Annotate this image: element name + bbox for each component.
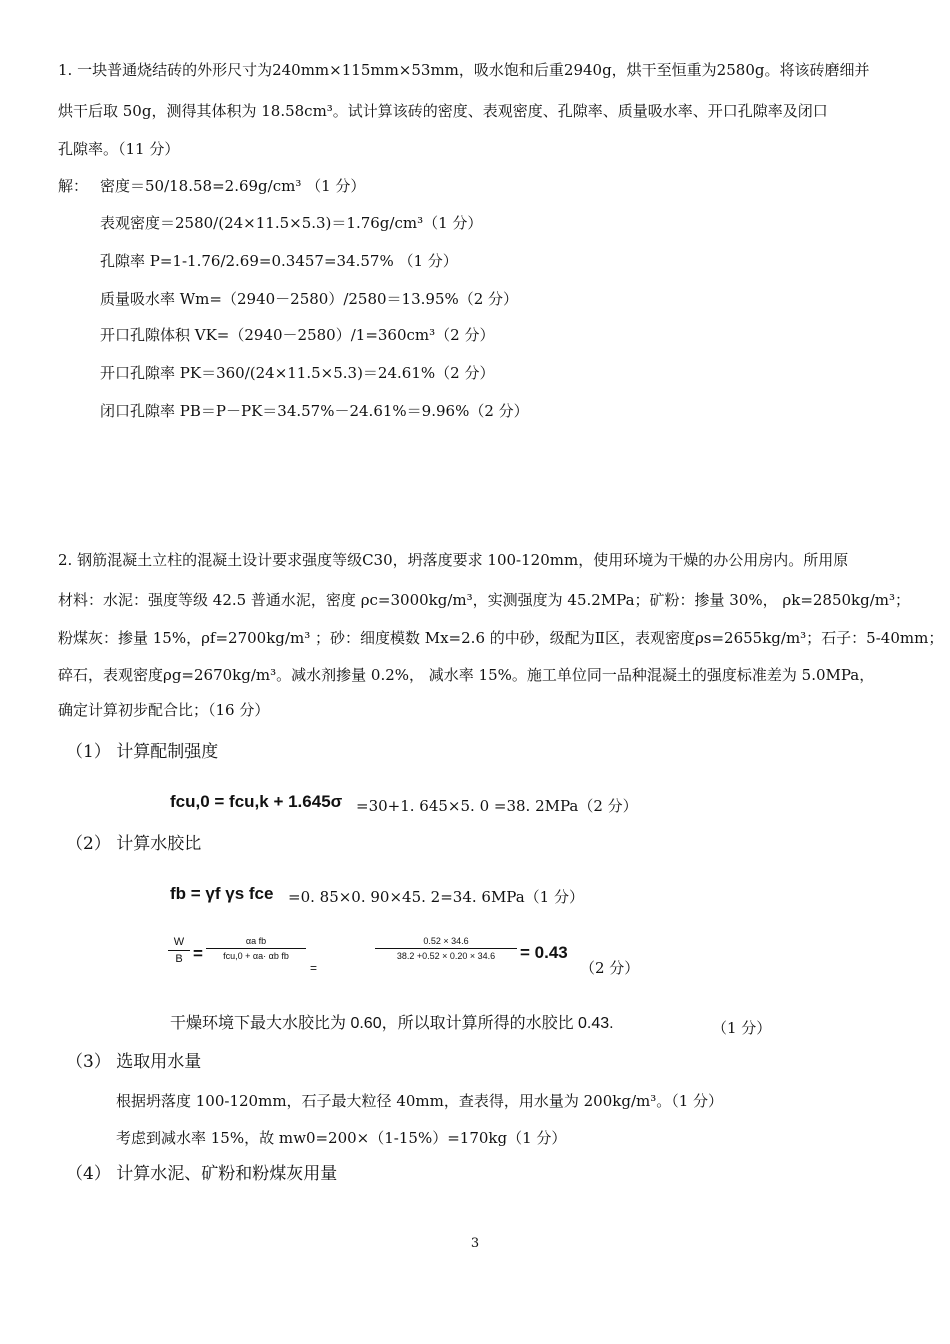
- wb-equals: =: [193, 944, 203, 963]
- step1-heading: （1） 计算配制强度: [66, 742, 219, 762]
- fraction-2-numerator: 0.52 × 34.6: [375, 936, 517, 949]
- step2-score: （2 分）: [580, 959, 640, 977]
- q2-line-5: 确定计算初步配合比；（16 分）: [58, 701, 270, 719]
- step2-heading: （2） 计算水胶比: [66, 834, 202, 854]
- step2-note: 干燥环境下最大水胶比为 0.60，所以取计算所得的水胶比 0.43.: [170, 1015, 614, 1032]
- q1-line-1: 1. 一块普通烧结砖的外形尺寸为240mm×115mm×53mm，吸水饱和后重2940g，烘干至恒重为2580g。将该砖磨细并: [58, 61, 870, 79]
- q2-line-4: 碎石，表观密度ρg=2670kg/m³。减水剂掺量 0.2%， 减水率 15%。施工单位同一品种混凝土的强度标准差为 5.0MPa，: [58, 666, 875, 684]
- q1-answer-apparent-density: 表观密度＝2580/(24×11.5×5.3)＝1.76g/cm³（1 分）: [100, 214, 483, 232]
- q2-line-1: 2. 钢筋混凝土立柱的混凝土设计要求强度等级C30，坍落度要求 100-120mm，使用环境为干燥的办公用房内。所用原: [58, 551, 849, 569]
- fraction-1-denominator: fcu,0 + αa· αb fb: [223, 951, 289, 961]
- q1-answer-open-porosity: 开口孔隙率 PK＝360/(24×11.5×5.3)＝24.61%（2 分）: [100, 364, 495, 382]
- fraction-1: [206, 936, 306, 961]
- step1-result: =30+1. 645×5. 0 =38. 2MPa（2 分）: [356, 797, 638, 815]
- step2-note-score: （1 分）: [712, 1019, 772, 1037]
- step4-heading: （4） 计算水泥、矿粉和粉煤灰用量: [66, 1164, 338, 1184]
- page-number: 3: [470, 1236, 480, 1251]
- step3-heading: （3） 选取用水量: [66, 1052, 202, 1072]
- step3-line-1: 根据坍落度 100-120mm，石子最大粒径 40mm，查表得，用水量为 200kg/m³。（1 分）: [116, 1092, 724, 1110]
- fraction-1-equals: =: [310, 961, 318, 975]
- fraction-2-result: = 0.43: [520, 943, 568, 962]
- q2-line-2: 材料：水泥：强度等级 42.5 普通水泥，密度 ρc=3000kg/m³，实测强度为 45.2MPa；矿粉：掺量 30%， ρk=2850kg/m³；: [58, 591, 911, 609]
- q1-answer-label: 解：: [58, 177, 89, 195]
- q1-answer-open-pore-volume: 开口孔隙体积 VK=（2940－2580）/1=360cm³（2 分）: [100, 326, 495, 344]
- step3-line-2: 考虑到减水率 15%，故 mw0=200×（1-15%）=170kg（1 分）: [116, 1129, 567, 1147]
- q2-line-3: 粉煤灰：掺量 15%，ρf=2700kg/m³ ；砂：细度模数 Mx=2.6 的中砂，级配为Ⅱ区，表观密度ρs=2655kg/m³；石子：5-40mm；: [58, 629, 944, 647]
- fraction-2: [375, 936, 517, 961]
- wb-denominator: B: [175, 953, 183, 965]
- q1-answer-closed-porosity: 闭口孔隙率 PB＝P－PK＝34.57%－24.61%＝9.96%（2 分）: [100, 402, 529, 420]
- fraction-2-denominator: 38.2 +0.52 × 0.20 × 34.6: [396, 951, 496, 961]
- q1-line-3: 孔隙率。（11 分）: [58, 140, 180, 158]
- wb-numerator: W: [168, 936, 190, 951]
- q1-answer-porosity: 孔隙率 P=1-1.76/2.69=0.3457=34.57% （1 分）: [100, 252, 458, 270]
- fraction-1-numerator: αa fb: [206, 936, 306, 949]
- q1-answer-density: 密度＝50/18.58=2.69g/cm³ （1 分）: [100, 177, 366, 195]
- step1-formula: fcu,0 = fcu,k + 1.645σ: [170, 792, 343, 811]
- wb-fraction: [168, 936, 190, 965]
- step2-fb-formula: fb = γf γs fce: [170, 884, 274, 903]
- step2-fb-result: =0. 85×0. 90×45. 2=34. 6MPa（1 分）: [288, 888, 584, 906]
- q1-answer-water-absorption: 质量吸水率 Wm=（2940－2580）/2580＝13.95%（2 分）: [100, 290, 519, 308]
- q1-line-2: 烘干后取 50g，测得其体积为 18.58cm³。试计算该砖的密度、表观密度、孔隙率、质量吸水率、开口孔隙率及闭口: [58, 102, 828, 120]
